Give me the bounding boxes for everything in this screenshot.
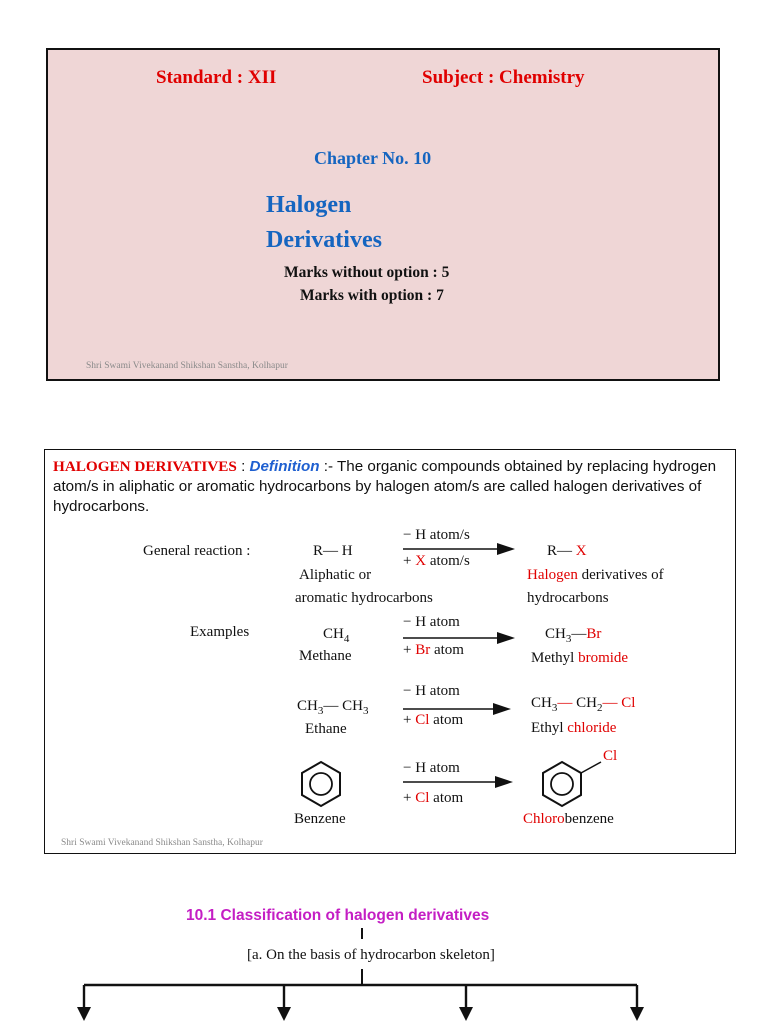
methyl-word: Methyl [531,650,579,666]
benzene-name: Benzene [294,811,346,827]
definition-text: :- The organic compounds obtained by replacing hydrogen atom/s in aliphatic or aromatic hydrocarbons by halogen atom/s are called halogen derivatives of hydrocarbons. [53,458,717,515]
chapter-title-line1: Halogen [266,192,352,218]
heading-colon: : [236,458,250,475]
ethyl-chloride-formula [531,695,635,714]
chlorobenzene-ring-icon [543,762,601,806]
product-desc-line2: hydrocarbons [527,590,609,606]
methyl-br: Br [586,626,602,642]
ethane-bond: — [323,698,339,714]
atom-word: atom [430,642,464,658]
ethyl-word: Ethyl [531,720,568,736]
reactant-desc-line1: Aliphatic or [299,567,372,583]
arrow-ethane-bottom [403,712,463,729]
rx-x: X [572,543,587,559]
methyl-sub: 3 [565,633,572,645]
marks-with-option: Marks with option : 7 [300,287,444,304]
general-reaction-label: General reaction : [143,543,251,559]
reaction-arrows [45,450,737,855]
ethyl-ch2: CH [572,695,597,711]
chapter-number: Chapter No. 10 [314,148,432,168]
methyl-bond: — [571,626,587,642]
chlorobenzene-name [523,811,614,828]
subject-label: Subject : Chemistry [422,67,585,88]
x-atom: X [415,553,427,569]
branch-arrow-2 [277,985,291,1021]
bromide-word: bromide [578,650,629,666]
chapter-title-line2: Derivatives [266,227,382,253]
arrow-benzene-top: − H atom [403,760,460,776]
arrow-general-bottom [403,553,470,570]
cl-atom: Cl [415,790,430,806]
definition-word: Definition [249,458,320,475]
cl-atom: Cl [415,712,430,728]
br-atom: Br [415,642,431,658]
classification-slide [0,895,768,1024]
plus-sign: + [403,553,416,569]
ethane-name: Ethane [305,721,347,737]
atom-word: atom [429,712,464,728]
chapter-title [266,188,382,258]
ethyl-chloride-name [531,720,616,737]
methane-sub: 4 [343,633,350,645]
plus-sign: + [403,712,416,728]
methane-name: Methane [299,648,352,664]
branch-arrow-1 [77,985,91,1021]
ethane-ch2: CH [338,698,363,714]
derivatives-of: derivatives of [577,567,664,583]
methane-formula [323,626,349,645]
arrow-general-top: − H atom/s [403,527,470,543]
branch-arrow-3 [459,985,473,1021]
plus-sign: + [403,642,416,658]
reactant-rh: R— H [313,543,353,559]
reactant-desc-line2: aromatic hydrocarbons [295,590,433,606]
chloride-word: chloride [567,720,617,736]
classification-tree-lines [0,895,768,1024]
ethyl-bond2: — [602,695,618,711]
ethane-sub2: 3 [362,705,369,717]
standard-label: Standard : XII [156,67,277,88]
definition-slide [44,449,736,854]
methane-ch: CH [323,626,344,642]
arrow-benzene-bottom [403,790,463,807]
classification-title: 10.1 Classification of halogen derivatives [186,907,490,924]
slide-footer: Shri Swami Vivekanand Shikshan Sanstha, Kolhapur [86,361,288,371]
classification-subtitle: [a. On the basis of hydrocarbon skeleton] [247,947,495,963]
atom-word: atom [429,790,464,806]
arrow-methane-bottom [403,642,464,659]
ethyl-bond1: — [557,695,573,711]
marks-without-option: Marks without option : 5 [284,264,450,281]
ethyl-sub1: 3 [551,702,558,714]
chlorobenzene-cl: Cl [603,748,618,764]
ethane-ch1: CH [297,698,318,714]
ethyl-ch1: CH [531,695,552,711]
product-desc-line1 [527,567,664,584]
benzene-word: benzene [564,811,614,827]
chloro-word: Chloro [523,811,565,827]
rx-r: R— [547,543,573,559]
arrow-benzene [403,776,513,788]
branch-arrow-4 [630,985,644,1021]
product-rx [547,543,587,560]
benzene-ring-icon [302,762,340,806]
methyl-ch: CH [545,626,566,642]
ethyl-sub2: 2 [596,702,603,714]
ethane-sub1: 3 [317,705,324,717]
methyl-bromide-formula [545,626,601,645]
plus-sign: + [403,790,416,806]
definition-heading: HALOGEN DERIVATIVES [53,458,237,475]
atom-s: atom/s [426,553,470,569]
examples-label: Examples [190,624,250,640]
halogen-word: Halogen [527,567,578,583]
ethane-formula [297,698,368,717]
arrow-methane-top: − H atom [403,614,460,630]
arrow-ethane-top: − H atom [403,683,460,699]
slide-footer: Shri Swami Vivekanand Shikshan Sanstha, Kolhapur [61,838,263,848]
methyl-bromide-name [531,650,628,667]
title-slide [46,48,720,381]
ethyl-cl: Cl [617,695,636,711]
